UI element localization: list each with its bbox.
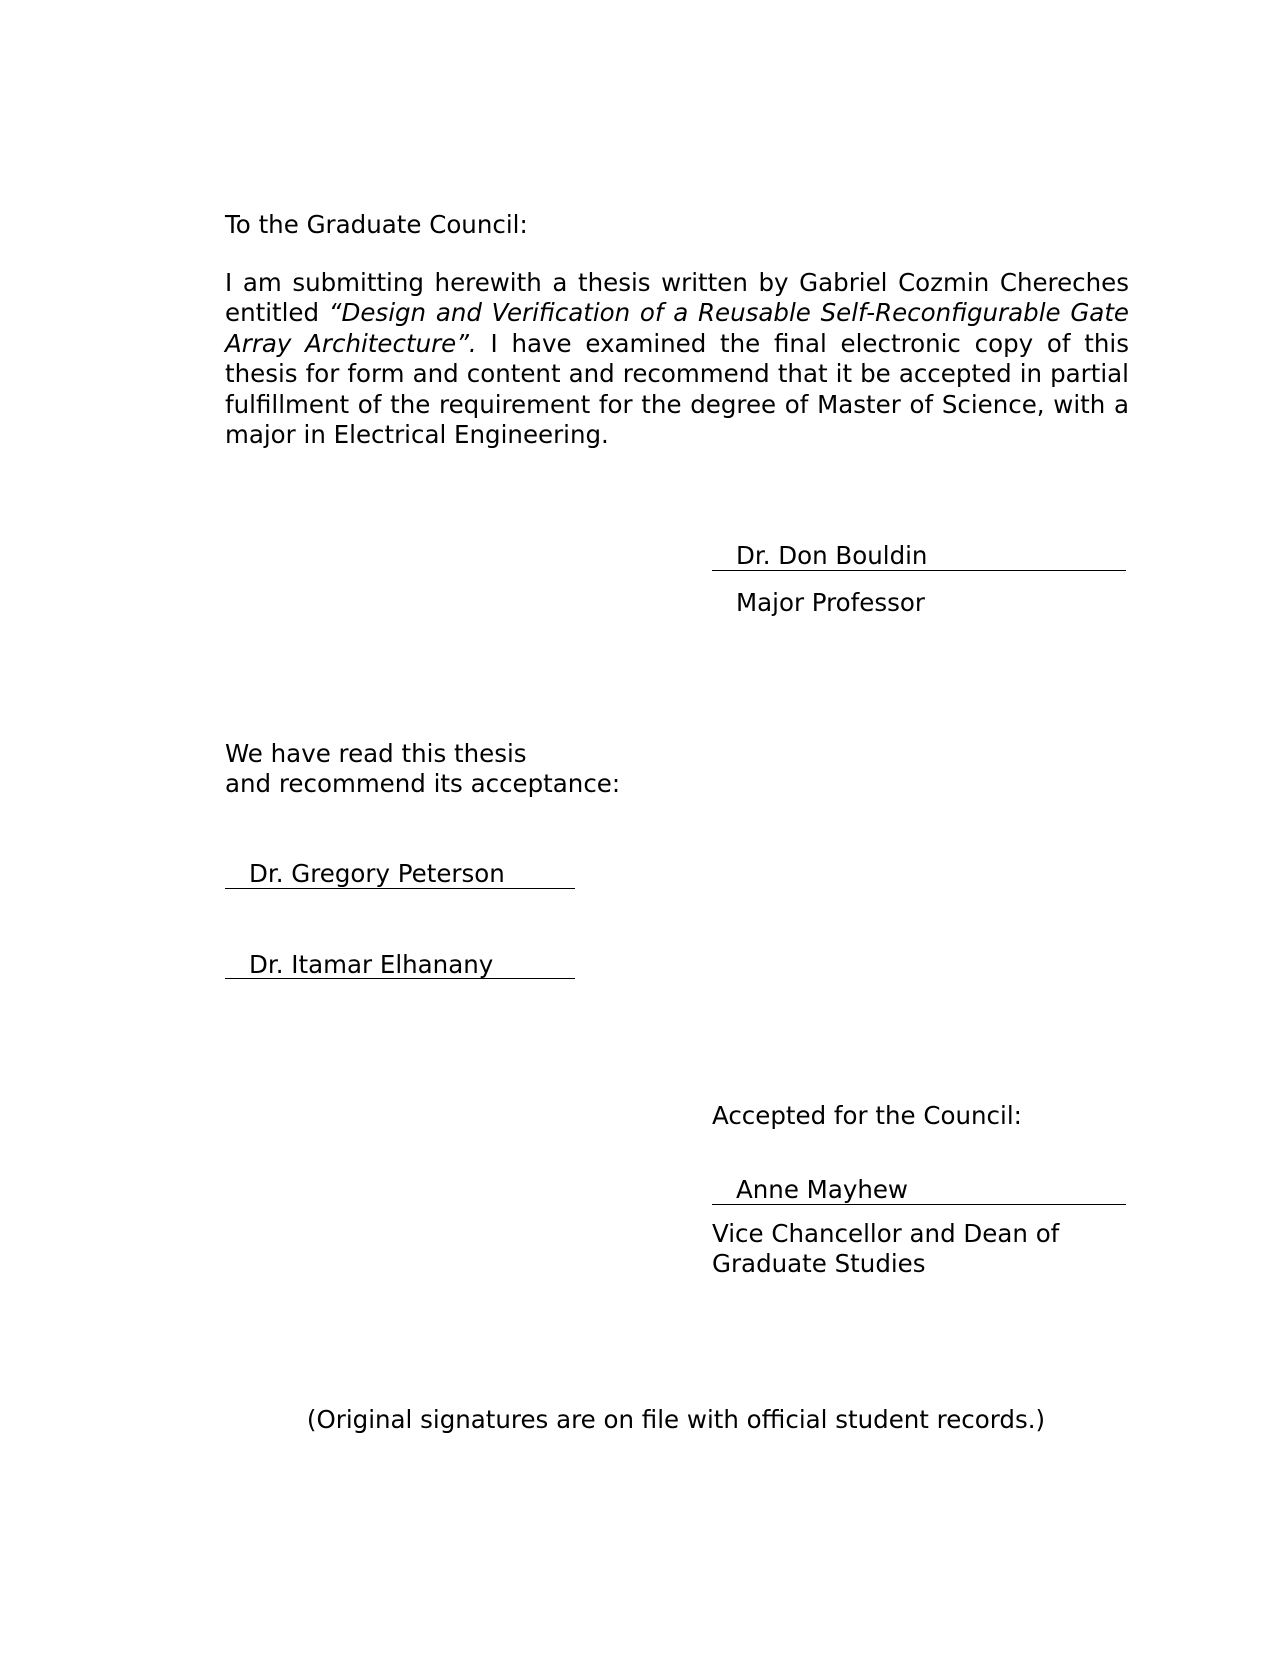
paragraph-intro: I am submitting herewith a thesis written by Gabriel Cozmin Chereches entitled — [225, 268, 1129, 328]
major-professor-name: Dr. Don Bouldin — [736, 541, 928, 570]
dean-name: Anne Mayhew — [736, 1175, 908, 1204]
submission-paragraph — [225, 268, 1129, 450]
thesis-title: “Design and Verification of a Reusable Self-Reconfigurable Gate Array Architecture”. — [225, 298, 1129, 358]
major-professor-role: Major Professor — [736, 588, 925, 617]
council-accepted-label: Accepted for the Council: — [712, 1101, 1022, 1130]
dean-title-line-2: Graduate Studies — [712, 1249, 926, 1278]
dean-title-line-1: Vice Chancellor and Dean of — [712, 1219, 1060, 1248]
footer-note: (Original signatures are on file with official student records.) — [306, 1405, 1046, 1434]
committee-intro-line-1: We have read this thesis — [225, 739, 527, 768]
paragraph-rest: I have examined the final electronic copy of this thesis for form and content and recommend that it be accepted in partial fulfillment of the requirement for the degree of Master of Science, with a major in Electrical Engineering. — [225, 328, 1129, 450]
committee-member-name: Dr. Itamar Elhanany — [249, 950, 494, 979]
committee-member-name: Dr. Gregory Peterson — [249, 859, 505, 888]
salutation: To the Graduate Council: — [225, 210, 528, 239]
committee-intro-line-2: and recommend its acceptance: — [225, 769, 621, 798]
